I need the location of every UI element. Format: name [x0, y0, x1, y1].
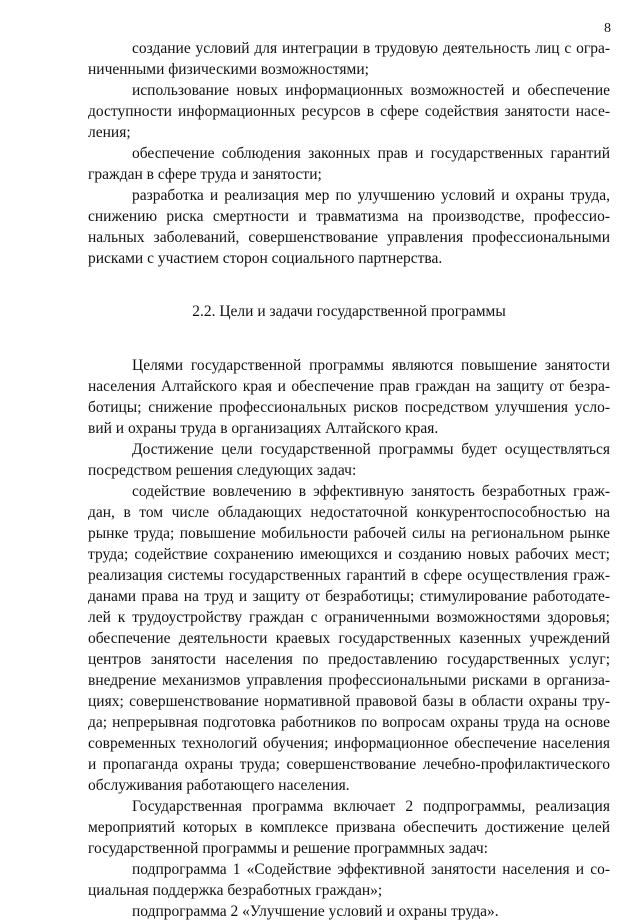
text-line: использование новых информационных возможностей и обеспечение — [132, 82, 610, 99]
text-line: создание условий для интеграции в трудовую деятельность лиц с огра- — [132, 40, 610, 57]
text-line: ления; — [88, 124, 131, 141]
text-line: ниченными физическими возможностями; — [88, 61, 369, 78]
text-line: Целями государственной программы являются повышение занятости — [132, 357, 610, 374]
text-line: мероприятий которых в комплексе призвана обеспечить достижение целей — [88, 819, 610, 836]
text-line: обслуживания работающего населения. — [88, 777, 350, 794]
text-line: Достижение цели государственной программы будет осуществляться — [132, 441, 610, 458]
intro-list — [88, 38, 610, 269]
text-line: снижению риска смертности и травматизма на производстве, профессио- — [88, 208, 610, 225]
text-line: населения Алтайского края и обеспечение прав граждан на защиту от безра- — [88, 378, 610, 395]
text-line: государственной программы и решение программных задач: — [88, 840, 488, 857]
text-line: внедрение механизмов управления профессиональными рисками в организа- — [88, 672, 610, 689]
text-line: Государственная программа включает 2 подпрограммы, реализация — [132, 798, 610, 815]
text-line: данами права на труд и защиту от безработицы; стимулирование работодате- — [88, 588, 610, 605]
text-line: центров занятости населения по предоставлению государственных услуг; — [88, 651, 610, 668]
text-line: рисками с участием сторон социального партнерства. — [88, 250, 443, 267]
text-line: доступности информационных ресурсов в сфере содействия занятости насе- — [88, 103, 610, 120]
text-line: труда; содействие сохранению имеющихся и созданию новых рабочих мест; — [88, 546, 610, 563]
text-line: разработка и реализация мер по улучшению условий и охраны труда, — [132, 187, 610, 204]
document-body — [88, 38, 610, 922]
text-line: посредством решения следующих задач: — [88, 462, 357, 479]
text-line: рынке труда; повышение мобильности рабочей силы на региональном рынке — [88, 525, 610, 542]
text-line: современных технологий обучения; информационное обеспечение населения — [88, 735, 610, 752]
section-heading: 2.2. Цели и задачи государственной программы — [192, 303, 506, 320]
text-line: лей к трудоустройству граждан с ограниченными возможностями здоровья; — [88, 609, 610, 626]
text-line: обеспечение деятельности краевых государственных казенных учреждений — [88, 630, 610, 647]
text-line: нальных заболеваний, совершенствование управления профессиональными — [88, 229, 610, 246]
text-line: да; непрерывная подготовка работников по вопросам охраны труда на основе — [88, 714, 610, 731]
page-number: 8 — [604, 21, 611, 36]
section-body — [88, 355, 610, 922]
text-line: циях; совершенствование нормативной правовой базы в области охраны тру- — [88, 693, 610, 710]
text-line: ботицы; снижение профессиональных рисков посредством улучшения усло- — [88, 399, 610, 416]
text-line: дан, в том числе обладающих недостаточной конкурентоспособностью на — [88, 504, 610, 521]
text-line: граждан в сфере труда и занятости; — [88, 166, 322, 183]
text-line: содействие вовлечению в эффективную занятость безработных граж- — [132, 483, 610, 500]
text-line: обеспечение соблюдения законных прав и государственных гарантий — [132, 145, 610, 162]
text-line: подпрограмма 1 «Содействие эффективной занятости населения и со- — [132, 861, 610, 878]
text-line: циальная поддержка безработных граждан»; — [88, 882, 383, 899]
text-line: и пропаганда охраны труда; совершенствование лечебно-профилактического — [88, 756, 610, 773]
text-line: подпрограмма 2 «Улучшение условий и охраны труда». — [132, 903, 499, 920]
text-line: вий и охраны труда в организациях Алтайского края. — [88, 420, 439, 437]
text-line: реализация системы государственных гарантий в сфере осуществления граж- — [88, 567, 610, 584]
